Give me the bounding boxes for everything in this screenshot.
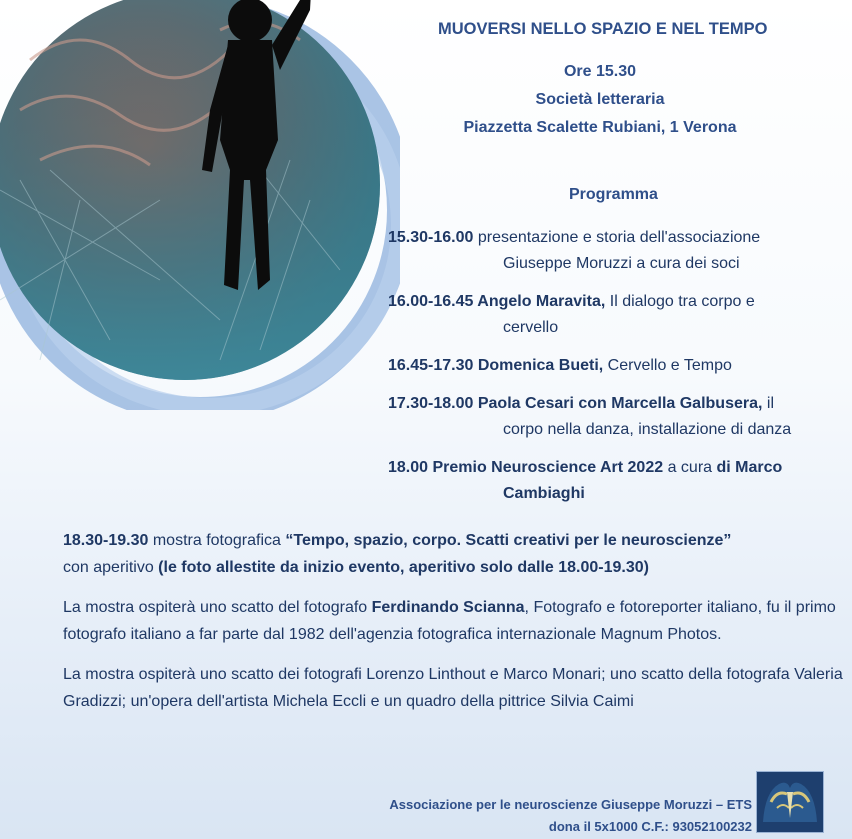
program-item <box>388 289 848 341</box>
program-text-cont: cervello <box>503 319 559 336</box>
event-info <box>430 58 770 142</box>
logo-icon <box>757 772 823 832</box>
program-time: 16.00-16.45 <box>388 293 474 310</box>
program-speaker: Angelo Maravita, <box>473 293 606 310</box>
program-item <box>388 455 848 507</box>
exhibition-label: mostra fotografica <box>148 532 286 549</box>
program-text-cont: corpo nella danza, installazione di danza <box>503 421 792 438</box>
paragraph-artists: La mostra ospiterà uno scatto dei fotografi Lorenzo Linthout e Marco Monari; uno scatto della fotografa Valeria Gradizzi; un'opera dell'artista Michela Eccli e un quadro della pittrice Silvia Caimi <box>63 666 843 710</box>
program-time: 15.30-16.00 <box>388 229 474 246</box>
program-list <box>388 225 848 519</box>
program-item <box>388 225 848 277</box>
hero-image <box>0 0 400 410</box>
exhibition-line <box>63 527 843 581</box>
brain-silhouette-illustration <box>0 0 400 410</box>
photographer-name: Ferdinando Scianna <box>371 599 525 616</box>
program-text: presentazione e storia dell'associazione <box>473 229 761 246</box>
program-speaker: Paola Cesari con Marcella Galbusera, <box>473 395 763 412</box>
program-time: 18.00 <box>388 459 429 476</box>
footer <box>389 794 752 838</box>
association-logo <box>756 771 824 833</box>
program-text: il <box>762 395 774 412</box>
exhibition-time: 18.30-19.30 <box>63 532 149 549</box>
footer-donation: dona il 5x1000 C.F.: 93052100232 <box>548 819 752 834</box>
paragraph-text: , Fotografo e fotoreporter italiano, fu il primo fotografo italiano a far parte dal 1982 dell'agenzia fotografica internazionale Magnum Photos. <box>63 599 836 643</box>
paragraph-scianna <box>63 594 843 648</box>
program-heading: Programma <box>569 186 658 203</box>
event-title: MUOVERSI NELLO SPAZIO E NEL TEMPO <box>438 20 768 38</box>
program-text: Cervello e Tempo <box>603 357 732 374</box>
program-item <box>388 353 848 379</box>
program-text: Il dialogo tra corpo e <box>605 293 755 310</box>
exhibition-aperitivo: con aperitivo <box>63 559 159 576</box>
exhibition-section <box>63 527 843 728</box>
exhibition-name: “Tempo, spazio, corpo. Scatti creativi per le neuroscienze” <box>285 532 732 549</box>
footer-association: Associazione per le neuroscienze Giuseppe Moruzzi – ETS <box>389 797 752 812</box>
event-venue: Società letteraria <box>535 91 665 108</box>
paragraph-text: La mostra ospiterà uno scatto del fotografo <box>63 599 372 616</box>
program-speaker: Domenica Bueti, <box>473 357 604 374</box>
program-speaker: di Marco <box>716 459 783 476</box>
program-item <box>388 391 848 443</box>
exhibition-note: (le foto allestite da inizio evento, aperitivo solo dalle 18.00-19.30) <box>158 559 649 576</box>
event-time: Ore 15.30 <box>563 63 637 80</box>
event-address: Piazzetta Scalette Rubiani, 1 Verona <box>463 119 737 136</box>
program-speaker: Premio Neuroscience Art 2022 <box>428 459 664 476</box>
program-text-cont: Giuseppe Moruzzi a cura dei soci <box>503 255 740 272</box>
program-time: 16.45-17.30 <box>388 357 474 374</box>
program-text-cont: Cambiaghi <box>503 485 585 502</box>
program-time: 17.30-18.00 <box>388 395 474 412</box>
program-text: a cura <box>663 459 717 476</box>
